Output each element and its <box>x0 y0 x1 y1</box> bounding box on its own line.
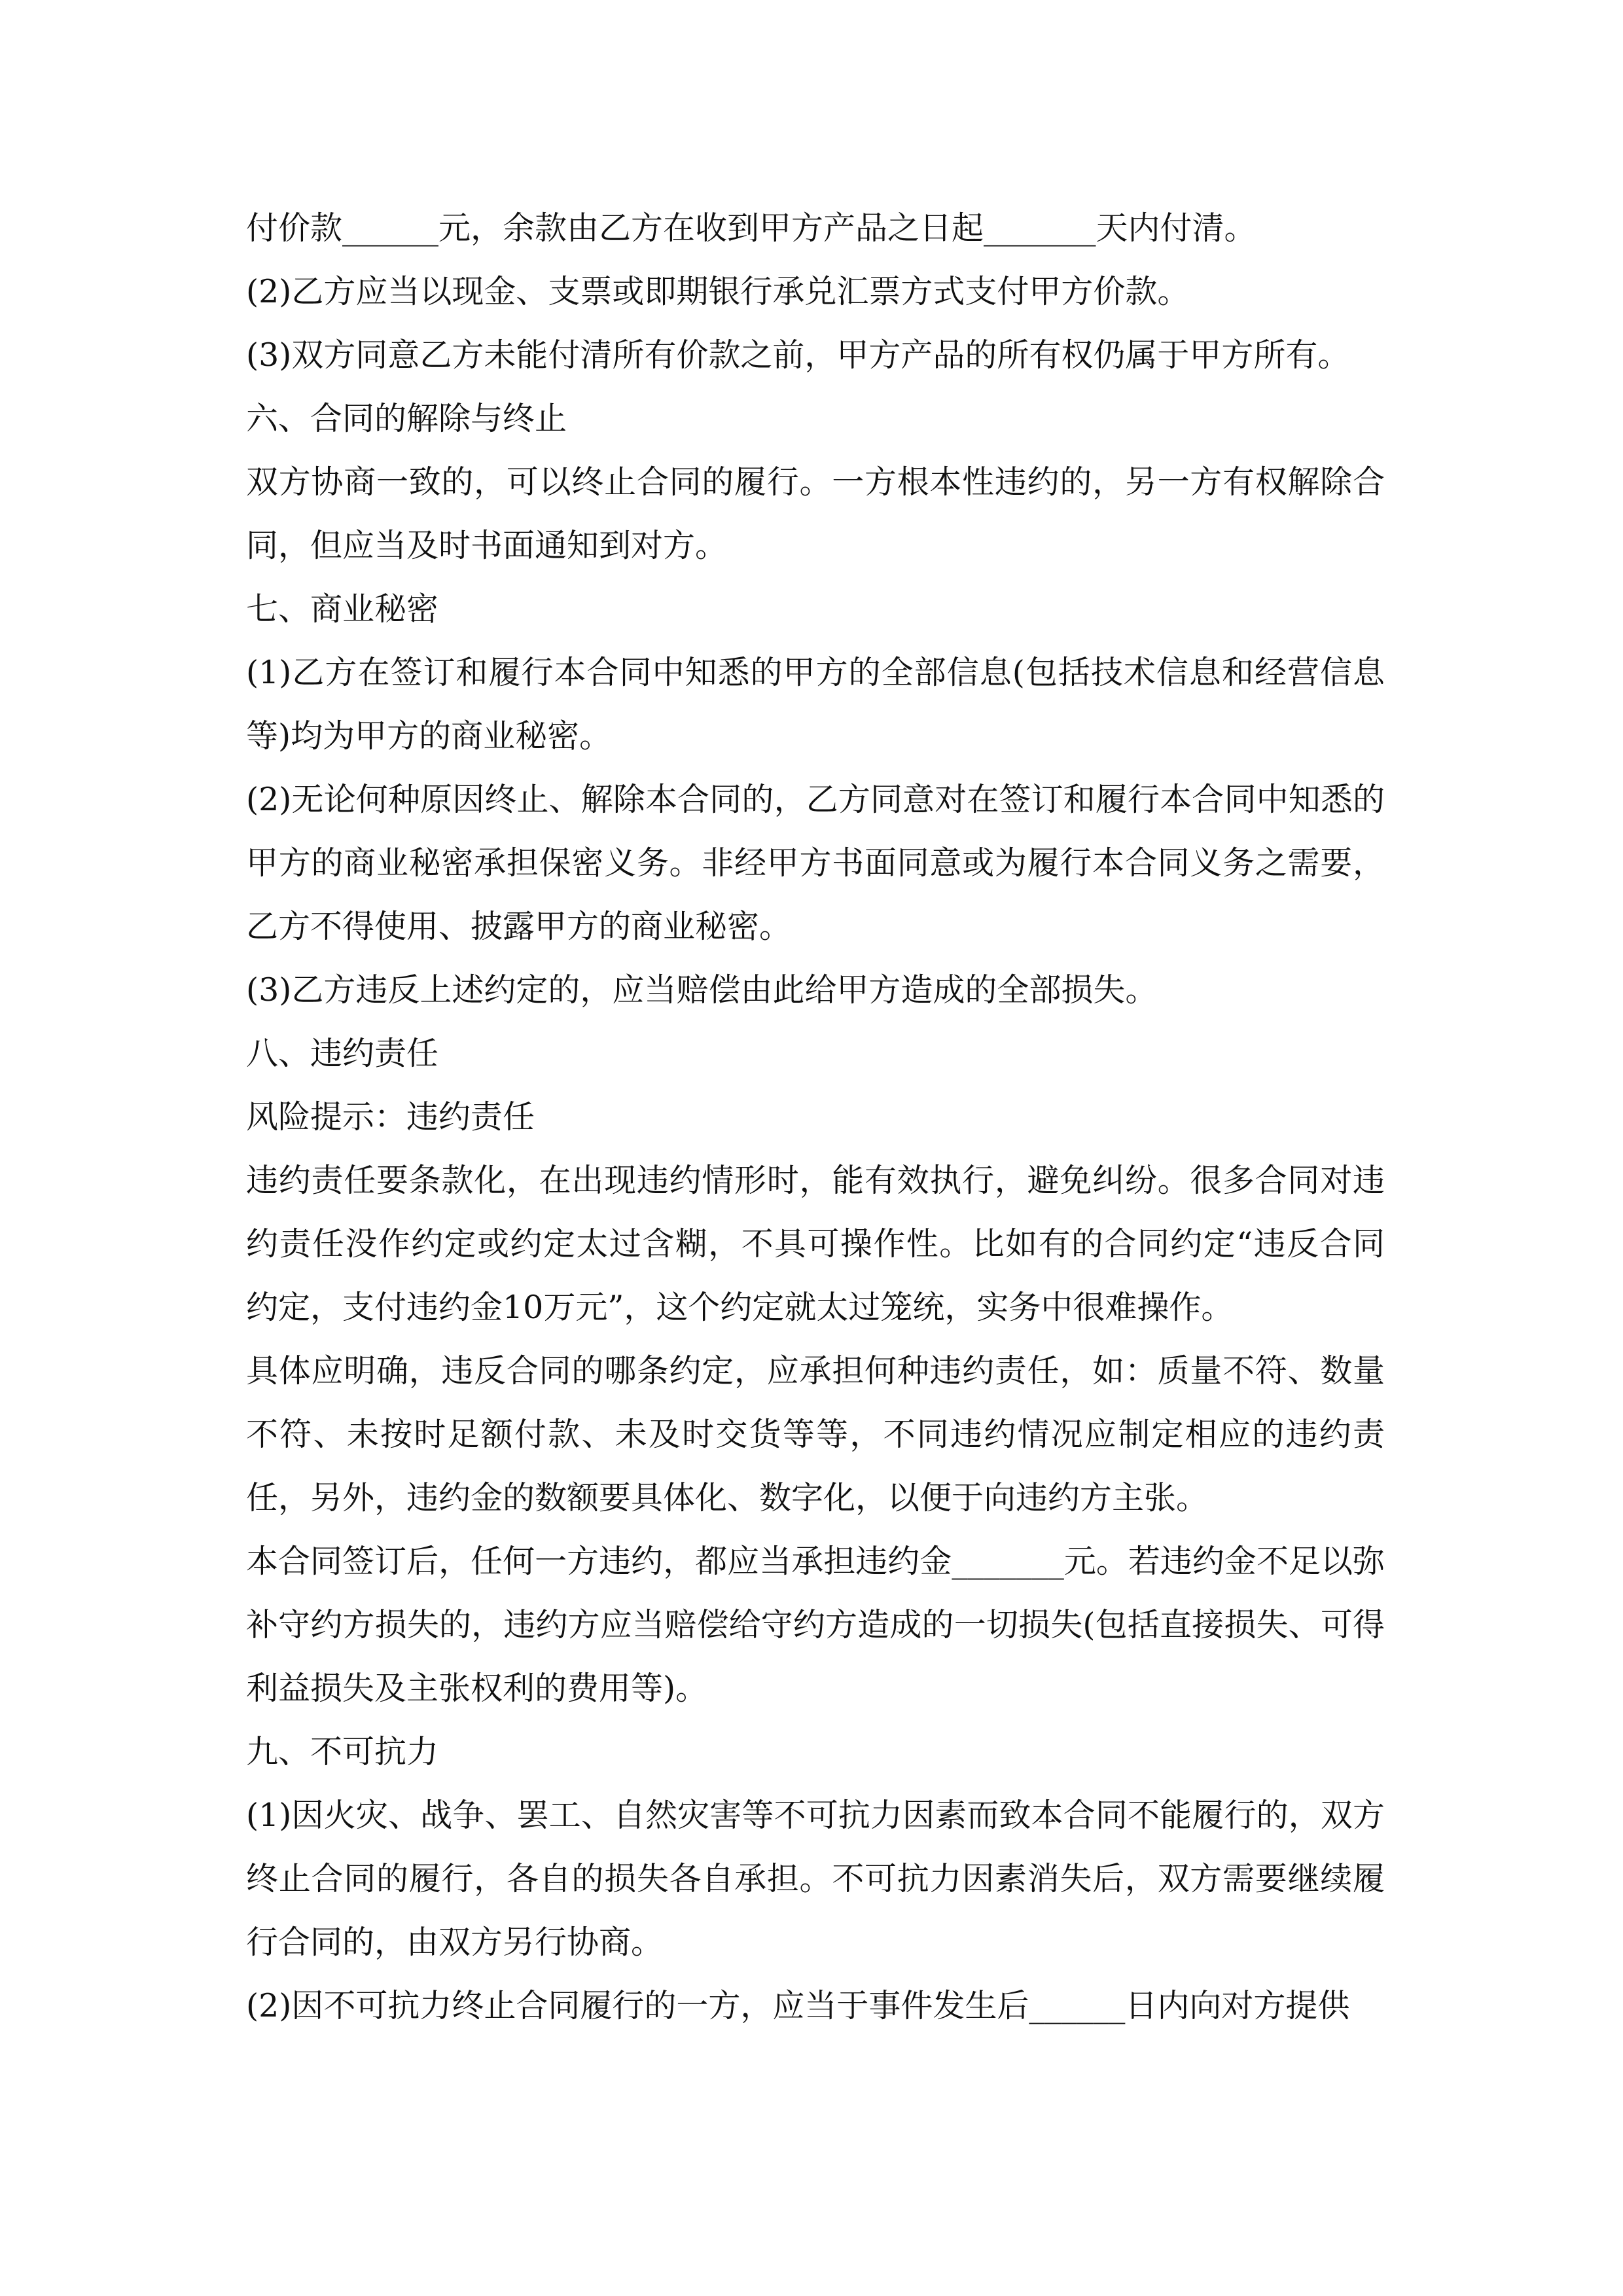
heading-termination: 六、合同的解除与终止 <box>246 400 567 437</box>
heading-force-majeure: 九、不可抗力 <box>246 1733 439 1770</box>
paragraph-force-majeure-1: (1)因火灾、战争、罢工、自然灾害等不可抗力因素而致本合同不能履行的，双方终止合同的履行，各自的损失各自承担。不可抗力因素消失后，双方需要继续履行合同的，由双方另行协商。 <box>246 1797 1385 1961</box>
risk-note-body-1: 违约责任要条款化，在出现违约情形时，能有效执行，避免纠纷。很多合同对违约责任没作约定或约定太过含糊，不具可操作性。比如有的合同约定“违反合同约定，支付违约金10万元”，这个约定就太过笼统，实务中很难操作。 <box>246 1162 1385 1326</box>
risk-note-body-2: 具体应明确，违反合同的哪条约定，应承担何种违约责任，如：质量不符、数量不符、未按时足额付款、未及时交货等等，不同违约情况应制定相应的违约责任，另外，违约金的数额要具体化、数字化，以便于向违约方主张。 <box>246 1352 1385 1516</box>
paragraph-ownership-retention: (3)双方同意乙方未能付清所有价款之前，甲方产品的所有权仍属于甲方所有。 <box>246 336 1350 374</box>
paragraph-trade-secrets-2: (2)无论何种原因终止、解除本合同的，乙方同意对在签订和履行本合同中知悉的甲方的商业秘密承担保密义务。非经甲方书面同意或为履行本合同义务之需要，乙方不得使用、披露甲方的商业秘密。 <box>246 781 1385 945</box>
paragraph-force-majeure-2: (2)因不可抗力终止合同履行的一方，应当于事件发生后______日内向对方提供 <box>246 1987 1350 2024</box>
heading-trade-secrets: 七、商业秘密 <box>246 590 439 628</box>
paragraph-payment-method: (2)乙方应当以现金、支票或即期银行承兑汇票方式支付甲方价款。 <box>246 273 1190 310</box>
paragraph-termination: 双方协商一致的，可以终止合同的履行。一方根本性违约的，另一方有权解除合同，但应当及时书面通知到对方。 <box>246 463 1385 564</box>
document-body <box>246 196 1385 2037</box>
paragraph-trade-secrets-1: (1)乙方在签订和履行本合同中知悉的甲方的全部信息(包括技术信息和经营信息等)均为甲方的商业秘密。 <box>246 654 1385 755</box>
paragraph-trade-secrets-3: (3)乙方违反上述约定的，应当赔偿由此给甲方造成的全部损失。 <box>246 971 1158 1009</box>
risk-note-title: 风险提示：违约责任 <box>246 1098 535 1136</box>
paragraph-payment-terms: 付价款______元，余款由乙方在收到甲方产品之日起_______天内付清。 <box>246 209 1257 247</box>
heading-breach-liability: 八、违约责任 <box>246 1035 439 1072</box>
paragraph-penalty: 本合同签订后，任何一方违约，都应当承担违约金_______元。若违约金不足以弥补守约方损失的，违约方应当赔偿给守约方造成的一切损失(包括直接损失、可得利益损失及主张权利的费用等)。 <box>246 1543 1385 1707</box>
